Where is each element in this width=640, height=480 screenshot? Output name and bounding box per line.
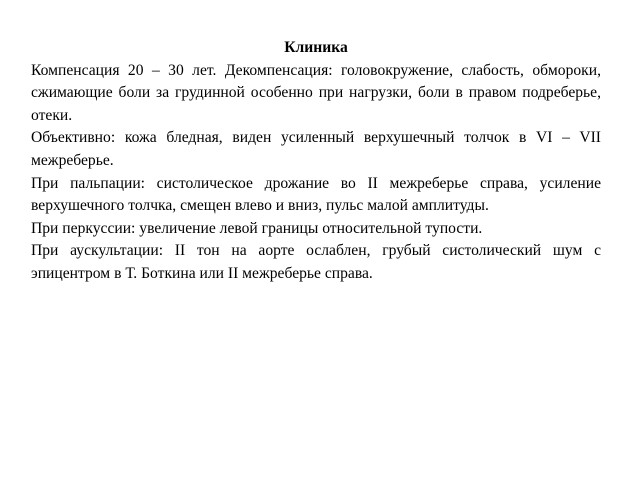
document-title: Клиника [284, 39, 348, 56]
paragraph-palpation: При пальпации: систолическое дрожание во II межреберье справа, усиление верхушечного толчка, смещен влево и вниз, пульс малой амплитуды. [31, 174, 601, 215]
paragraph-auscultation: При аускультации: II тон на аорте ослаблен, грубый систолический шум с эпицентром в Т. Боткина или II межреберье справа. [31, 242, 601, 282]
paragraph-clinical-course: Компенсация 20 – 30 лет. Декомпенсация: головокружение, слабость, обмороки, сжимающие боли за грудинной особенно при нагрузки, боли в правом подреберье, отеки. [31, 61, 601, 124]
document-body [31, 37, 601, 286]
paragraph-objective-exam: Объективно: кожа бледная, виден усиленный верхушечный толчок в VI – VII межреберье. [31, 129, 601, 169]
paragraph-percussion: При перкуссии: увеличение левой границы относительной тупости. [31, 219, 483, 237]
